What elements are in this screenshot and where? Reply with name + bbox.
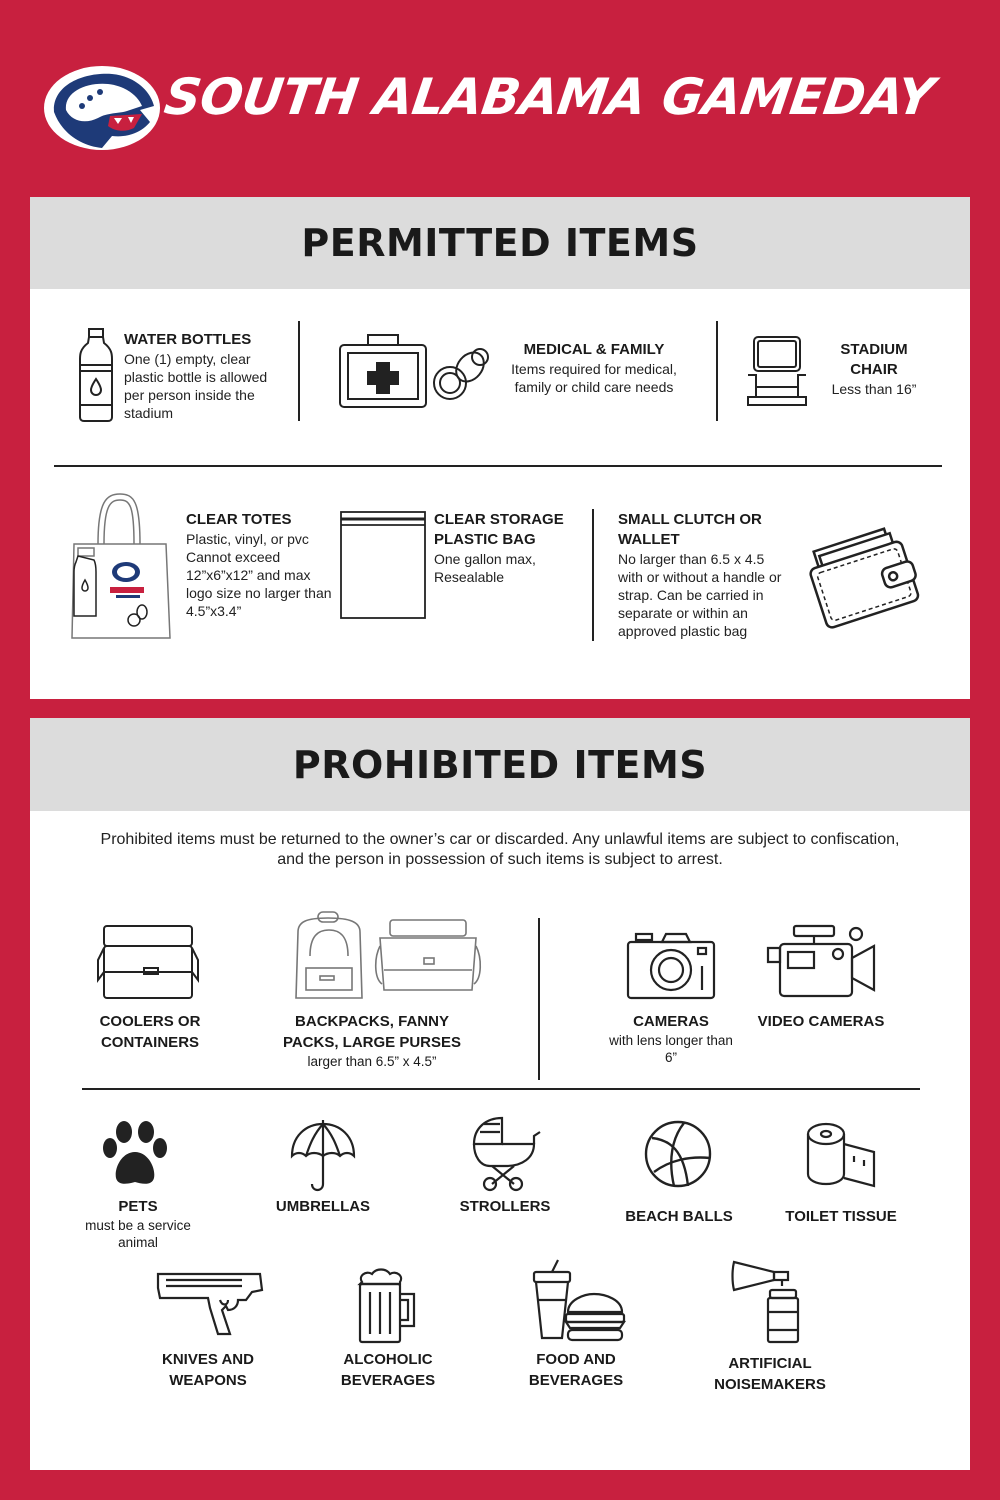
item-title: UMBRELLAS	[275, 1198, 371, 1215]
item-clear-storage-bag	[434, 510, 584, 586]
item-title: WATER BOTTLES	[124, 331, 252, 348]
item-title: FOOD AND BEVERAGES	[528, 1351, 624, 1389]
divider	[538, 918, 540, 1080]
item-title: VIDEO CAMERAS	[757, 1013, 885, 1030]
item-title: TOILET TISSUE	[785, 1208, 897, 1225]
item-title: CLEAR STORAGE PLASTIC BAG	[434, 511, 564, 548]
page-title: SOUTH ALABAMA GAMEDAY	[160, 68, 938, 126]
prohibited-items-panel	[30, 718, 970, 1470]
item-title: ARTIFICIAL NOISEMAKERS	[714, 1355, 826, 1393]
item-artificial-noisemakers	[700, 1353, 840, 1395]
item-title: CAMERAS	[633, 1013, 709, 1030]
item-video-cameras	[756, 1011, 886, 1032]
section-divider	[54, 465, 942, 467]
item-title: ALCOHOLIC BEVERAGES	[340, 1351, 436, 1389]
prohibited-intro: Prohibited items must be returned to the owner’s car or discarded. Any unlawful items are subject to confiscation, and the person in possession of such items is subject to arrest.	[100, 831, 900, 868]
item-beach-balls	[620, 1206, 738, 1227]
item-title: KNIVES AND WEAPONS	[162, 1351, 254, 1389]
plastic-bag-icon	[340, 511, 426, 619]
item-pets	[78, 1196, 198, 1251]
prohibited-title: PROHIBITED ITEMS	[292, 742, 708, 787]
item-sub: larger than 6.5” x 4.5”	[307, 1054, 437, 1069]
item-backpacks	[268, 1011, 476, 1070]
item-title: STADIUM CHAIR	[840, 341, 908, 378]
permitted-header	[30, 197, 970, 289]
item-title: STROLLERS	[459, 1198, 551, 1215]
stroller-icon	[470, 1114, 542, 1192]
item-toilet-tissue	[778, 1206, 904, 1227]
item-title: BACKPACKS, FANNY PACKS, LARGE PURSES	[282, 1013, 462, 1051]
food-drink-icon	[530, 1258, 626, 1344]
beach-ball-icon	[644, 1120, 712, 1188]
permitted-title: PERMITTED ITEMS	[301, 221, 699, 265]
water-bottle-icon	[78, 327, 114, 423]
item-title: PETS	[118, 1198, 158, 1215]
item-alcoholic-beverages	[320, 1349, 456, 1391]
item-small-clutch-wallet	[618, 510, 790, 640]
divider	[298, 321, 300, 421]
jaguar-logo-icon	[42, 62, 162, 152]
item-title: MEDICAL & FAMILY	[523, 341, 665, 358]
prohibited-header	[30, 718, 970, 811]
camera-icon	[626, 932, 716, 1000]
item-clear-totes	[186, 510, 336, 620]
item-title: SMALL CLUTCH OR WALLET	[618, 511, 762, 548]
item-title: COOLERS OR CONTAINERS	[99, 1013, 201, 1051]
item-water-bottles	[124, 330, 284, 422]
item-stadium-chair	[816, 340, 932, 398]
handgun-icon	[156, 1270, 266, 1336]
item-desc: One (1) empty, clear plastic bottle is allowed per person inside the stadium	[124, 351, 268, 421]
item-strollers	[436, 1196, 574, 1217]
stadium-chair-icon	[746, 335, 808, 411]
item-title: CLEAR TOTES	[186, 511, 292, 528]
divider	[716, 321, 718, 421]
item-desc: Items required for medical, family or child care needs	[511, 361, 677, 395]
item-coolers	[70, 1011, 230, 1053]
pacifier-icon	[432, 347, 492, 403]
cooler-icon	[94, 922, 204, 1002]
air-horn-icon	[730, 1260, 810, 1344]
item-knives-weapons	[138, 1349, 278, 1391]
item-desc: Plastic, vinyl, or pvc Cannot exceed 12”x6”x12” and max logo size no larger than 4.5”x3.4”	[186, 531, 332, 619]
item-medical-family	[496, 340, 692, 396]
paw-icon	[102, 1120, 168, 1188]
item-food-beverages	[508, 1349, 644, 1391]
divider	[592, 509, 594, 641]
purse-icon	[372, 918, 484, 994]
item-sub: with lens longer than 6”	[609, 1033, 733, 1065]
backpack-icon	[290, 910, 370, 1002]
item-cameras	[606, 1011, 736, 1066]
first-aid-kit-icon	[338, 333, 428, 409]
permitted-items-panel	[30, 197, 970, 699]
section-divider	[82, 1088, 920, 1090]
item-desc: Less than 16”	[831, 381, 917, 397]
item-sub: must be a service animal	[85, 1218, 191, 1250]
wallet-icon	[810, 527, 920, 627]
video-camera-icon	[766, 924, 878, 1000]
item-title: BEACH BALLS	[625, 1208, 733, 1225]
item-desc: One gallon max, Resealable	[434, 551, 536, 585]
beer-mug-icon	[356, 1268, 420, 1346]
clear-tote-icon	[70, 492, 180, 642]
item-desc: No larger than 6.5 x 4.5 with or without a handle or strap. Can be carried in separate or within an approved plastic bag	[618, 551, 782, 639]
toilet-paper-icon	[806, 1122, 878, 1188]
item-umbrellas	[253, 1196, 393, 1217]
umbrella-icon	[290, 1120, 356, 1194]
